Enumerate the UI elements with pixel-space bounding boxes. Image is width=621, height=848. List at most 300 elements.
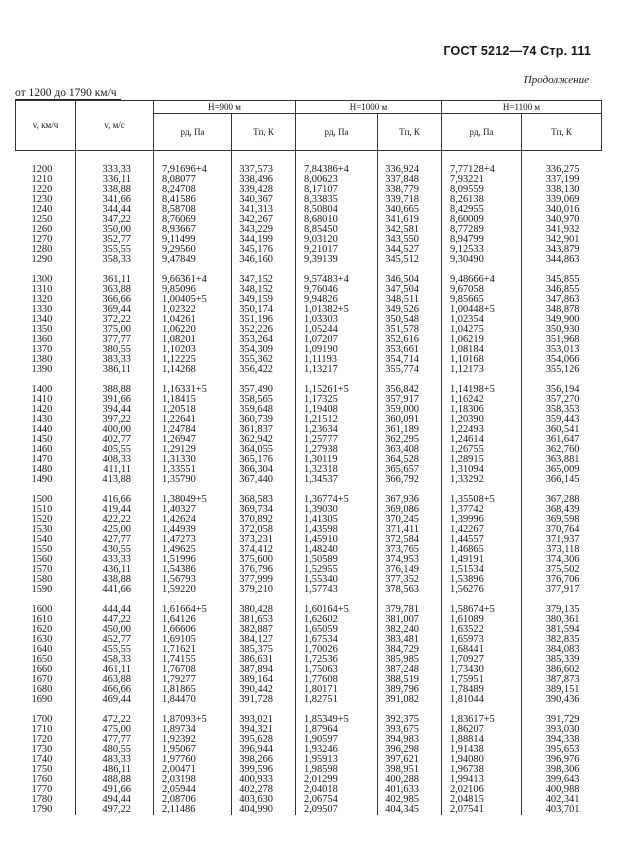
table-row bbox=[16, 565, 602, 575]
table-cell: 1,69105 bbox=[154, 635, 232, 645]
table-cell: 1,65059 bbox=[296, 625, 378, 635]
table-cell: 360,739 bbox=[232, 415, 296, 425]
table-cell: 385,985 bbox=[378, 655, 442, 665]
table-cell: 398,266 bbox=[232, 755, 296, 765]
table-cell: 1520 bbox=[31, 515, 53, 525]
table-cell: 377,352 bbox=[378, 575, 442, 585]
table-cell: 349,526 bbox=[378, 305, 442, 315]
table-cell: 1,22641 bbox=[154, 415, 232, 425]
table-cell: 2,04018 bbox=[296, 785, 378, 795]
table-cell: 1,24614 bbox=[442, 435, 522, 445]
group-spacer bbox=[16, 151, 602, 166]
table-cell: 1,28915 bbox=[442, 455, 522, 465]
table-cell: 379,210 bbox=[232, 585, 296, 595]
table-cell: 380,361 bbox=[522, 615, 602, 625]
table-cell: 361,11 bbox=[76, 275, 154, 285]
table-row bbox=[16, 755, 602, 765]
table-cell: 1,02322 bbox=[154, 305, 232, 315]
table-cell: 386,631 bbox=[232, 655, 296, 665]
table-cell: 344,863 bbox=[522, 255, 602, 265]
group-spacer bbox=[16, 485, 602, 495]
table-cell: 370,892 bbox=[232, 515, 296, 525]
table-cell: 1,62602 bbox=[296, 615, 378, 625]
table-row bbox=[16, 385, 602, 395]
table-cell: 1,25777 bbox=[296, 435, 378, 445]
table-cell: 1,26947 bbox=[154, 435, 232, 445]
table-row bbox=[16, 625, 602, 635]
table-cell: 9,03120 bbox=[296, 235, 378, 245]
table-cell: 480,55 bbox=[76, 745, 154, 755]
table-cell: 1750 bbox=[31, 765, 53, 775]
table-cell: 1,68441 bbox=[442, 645, 522, 655]
table-cell: 1,21512 bbox=[296, 415, 378, 425]
table-cell: 1,91438 bbox=[442, 745, 522, 755]
table-cell: 1540 bbox=[31, 535, 53, 545]
table-row bbox=[16, 445, 602, 455]
table-cell: 355,126 bbox=[522, 365, 602, 375]
page-header: ГОСТ 5212—74 Стр. 111 bbox=[443, 44, 591, 58]
table-cell: 400,933 bbox=[232, 775, 296, 785]
table-cell: 385,339 bbox=[522, 655, 602, 665]
table-cell: 1,44557 bbox=[442, 535, 522, 545]
table-cell: 1590 bbox=[31, 585, 53, 595]
table-cell: 349,159 bbox=[232, 295, 296, 305]
table-cell: 1,10168 bbox=[442, 355, 522, 365]
table-cell: 1,42624 bbox=[154, 515, 232, 525]
group-spacer bbox=[16, 375, 602, 385]
table-cell: 7,77128+4 bbox=[442, 165, 522, 175]
table-cell: 340,016 bbox=[522, 205, 602, 215]
table-cell: 1400 bbox=[31, 385, 53, 395]
table-cell: 387,894 bbox=[232, 665, 296, 675]
table-cell: 394,983 bbox=[378, 735, 442, 745]
table-cell: 371,411 bbox=[378, 525, 442, 535]
table-cell: 1670 bbox=[31, 675, 53, 685]
table-cell: 369,598 bbox=[522, 515, 602, 525]
table-cell: 1580 bbox=[31, 575, 53, 585]
table-cell: 1,04261 bbox=[154, 315, 232, 325]
table-cell: 1,31094 bbox=[442, 465, 522, 475]
table-cell: 376,796 bbox=[232, 565, 296, 575]
table-cell: 9,85665 bbox=[442, 295, 522, 305]
table-cell: 403,630 bbox=[232, 795, 296, 805]
table-row bbox=[16, 615, 602, 625]
table-cell: 402,341 bbox=[522, 795, 602, 805]
table-cell: 1220 bbox=[31, 185, 53, 195]
table-row bbox=[16, 195, 602, 205]
table-cell: 343,229 bbox=[232, 225, 296, 235]
table-cell: 1620 bbox=[31, 625, 53, 635]
table-cell: 1,22493 bbox=[442, 425, 522, 435]
table-cell: 357,270 bbox=[522, 395, 602, 405]
table-cell: 1650 bbox=[31, 655, 53, 665]
table-cell: 7,93221 bbox=[442, 175, 522, 185]
table-cell: 394,321 bbox=[232, 725, 296, 735]
table-cell: 494,44 bbox=[76, 795, 154, 805]
table-cell: 1,39030 bbox=[296, 505, 378, 515]
table-cell: 2,03198 bbox=[154, 775, 232, 785]
table-cell: 1490 bbox=[31, 475, 53, 485]
table-cell: 375,00 bbox=[76, 325, 154, 335]
table-cell: 350,00 bbox=[76, 225, 154, 235]
table-cell: 365,176 bbox=[232, 455, 296, 465]
table-cell: 391,728 bbox=[232, 695, 296, 705]
table-cell: 1,06219 bbox=[442, 335, 522, 345]
table-cell: 384,729 bbox=[378, 645, 442, 655]
table-cell: 1,49191 bbox=[442, 555, 522, 565]
table-cell: 341,619 bbox=[378, 215, 442, 225]
table-cell: 1,81044 bbox=[442, 695, 522, 705]
table-row bbox=[16, 465, 602, 475]
table-cell: 337,573 bbox=[232, 165, 296, 175]
col-header-p: pд, Па bbox=[296, 114, 378, 151]
table-cell: 1,72536 bbox=[296, 655, 378, 665]
table-cell: 491,66 bbox=[76, 785, 154, 795]
table-cell: 1550 bbox=[31, 545, 53, 555]
table-cell: 376,149 bbox=[378, 565, 442, 575]
table-cell: 1,10203 bbox=[154, 345, 232, 355]
table-cell: 1310 bbox=[31, 285, 53, 295]
table-cell: 497,22 bbox=[76, 805, 154, 815]
table-cell: 461,11 bbox=[76, 665, 154, 675]
table-cell: 1,87093+5 bbox=[154, 715, 232, 725]
table-row bbox=[16, 325, 602, 335]
table-cell: 364,528 bbox=[378, 455, 442, 465]
table-cell: 430,55 bbox=[76, 545, 154, 555]
table-cell: 374,412 bbox=[232, 545, 296, 555]
table-cell: 1,09190 bbox=[296, 345, 378, 355]
table-cell: 1,18415 bbox=[154, 395, 232, 405]
table-cell: 1,88814 bbox=[442, 735, 522, 745]
table-cell: 347,504 bbox=[378, 285, 442, 295]
table-cell: 1370 bbox=[31, 345, 53, 355]
table-cell: 355,55 bbox=[76, 245, 154, 255]
table-cell: 1,05244 bbox=[296, 325, 378, 335]
table-cell: 383,481 bbox=[378, 635, 442, 645]
table-cell: 469,44 bbox=[76, 695, 154, 705]
table-cell: 1,44939 bbox=[154, 525, 232, 535]
table-cell: 1,12225 bbox=[154, 355, 232, 365]
table-cell: 433,33 bbox=[76, 555, 154, 565]
table-cell: 1630 bbox=[31, 635, 53, 645]
col-header-t: Tп, К bbox=[522, 114, 602, 151]
table-row bbox=[16, 785, 602, 795]
table-cell: 359,443 bbox=[522, 415, 602, 425]
table-cell: 1,82751 bbox=[296, 695, 378, 705]
table-cell: 8,76069 bbox=[154, 215, 232, 225]
table-cell: 344,527 bbox=[378, 245, 442, 255]
table-cell: 2,04815 bbox=[442, 795, 522, 805]
table-cell: 337,199 bbox=[522, 175, 602, 185]
table-cell: 1,56276 bbox=[442, 585, 522, 595]
table-cell: 388,88 bbox=[76, 385, 154, 395]
table-cell: 1,55340 bbox=[296, 575, 378, 585]
table-cell: 1,70026 bbox=[296, 645, 378, 655]
table-cell: 374,306 bbox=[522, 555, 602, 565]
table-cell: 346,504 bbox=[378, 275, 442, 285]
table-cell: 475,00 bbox=[76, 725, 154, 735]
table-cell: 366,145 bbox=[522, 475, 602, 485]
table-cell: 427,77 bbox=[76, 535, 154, 545]
table-cell: 9,76046 bbox=[296, 285, 378, 295]
table-row bbox=[16, 185, 602, 195]
table-cell: 336,924 bbox=[378, 165, 442, 175]
table-row bbox=[16, 455, 602, 465]
table-cell: 368,583 bbox=[232, 495, 296, 505]
table-cell: 1790 bbox=[31, 805, 53, 815]
table-cell: 1,86207 bbox=[442, 725, 522, 735]
table-cell: 1210 bbox=[31, 175, 53, 185]
table-cell: 1,35790 bbox=[154, 475, 232, 485]
table-cell: 369,44 bbox=[76, 305, 154, 315]
table-cell: 343,550 bbox=[378, 235, 442, 245]
table-cell: 385,375 bbox=[232, 645, 296, 655]
table-cell: 1570 bbox=[31, 565, 53, 575]
col-header-alt-900: H=900 м bbox=[154, 101, 296, 114]
table-cell: 361,189 bbox=[378, 425, 442, 435]
table-row bbox=[16, 245, 602, 255]
table-cell: 338,88 bbox=[76, 185, 154, 195]
table-cell: 1480 bbox=[31, 465, 53, 475]
table-row bbox=[16, 535, 602, 545]
table-cell: 1,41305 bbox=[296, 515, 378, 525]
table-row bbox=[16, 255, 602, 265]
table-cell: 391,729 bbox=[522, 715, 602, 725]
table-cell: 346,855 bbox=[522, 285, 602, 295]
table-cell: 9,47849 bbox=[154, 255, 232, 265]
table-cell: 441,66 bbox=[76, 585, 154, 595]
table-cell: 1290 bbox=[31, 255, 53, 265]
table-cell: 1340 bbox=[31, 315, 53, 325]
table-cell: 386,602 bbox=[522, 665, 602, 675]
table-cell: 1460 bbox=[31, 445, 53, 455]
table-row bbox=[16, 415, 602, 425]
table-cell: 400,988 bbox=[522, 785, 602, 795]
table-cell: 1230 bbox=[31, 195, 53, 205]
table-cell: 1,20518 bbox=[154, 405, 232, 415]
table-cell: 9,94826 bbox=[296, 295, 378, 305]
table-cell: 1,08201 bbox=[154, 335, 232, 345]
group-spacer bbox=[16, 265, 602, 275]
table-cell: 8,00623 bbox=[296, 175, 378, 185]
table-row bbox=[16, 285, 602, 295]
table-cell: 1,13217 bbox=[296, 365, 378, 375]
table-cell: 1640 bbox=[31, 645, 53, 655]
table-row bbox=[16, 605, 602, 615]
table-row bbox=[16, 655, 602, 665]
table-cell: 1,93246 bbox=[296, 745, 378, 755]
table-cell: 1,07207 bbox=[296, 335, 378, 345]
table-cell: 411,11 bbox=[76, 465, 154, 475]
table-row bbox=[16, 395, 602, 405]
table-cell: 1,63522 bbox=[442, 625, 522, 635]
table-cell: 395,653 bbox=[522, 745, 602, 755]
table-cell: 9,12533 bbox=[442, 245, 522, 255]
table-cell: 345,512 bbox=[378, 255, 442, 265]
table-row bbox=[16, 315, 602, 325]
col-header-alt-1000: H=1000 м bbox=[296, 101, 442, 114]
table-cell: 347,863 bbox=[522, 295, 602, 305]
table-cell: 1,60164+5 bbox=[296, 605, 378, 615]
table-cell: 356,194 bbox=[522, 385, 602, 395]
table-cell: 353,264 bbox=[232, 335, 296, 345]
table-cell: 8,08077 bbox=[154, 175, 232, 185]
table-cell: 344,199 bbox=[232, 235, 296, 245]
table-cell: 383,33 bbox=[76, 355, 154, 365]
table-cell: 1,08184 bbox=[442, 345, 522, 355]
table-row bbox=[16, 575, 602, 585]
table-cell: 353,013 bbox=[522, 345, 602, 355]
table-cell: 367,936 bbox=[378, 495, 442, 505]
table-row bbox=[16, 205, 602, 215]
table-cell: 391,66 bbox=[76, 395, 154, 405]
table-cell: 466,66 bbox=[76, 685, 154, 695]
table-row bbox=[16, 775, 602, 785]
table-cell: 1,80171 bbox=[296, 685, 378, 695]
table-cell: 365,657 bbox=[378, 465, 442, 475]
table-cell: 1,42267 bbox=[442, 525, 522, 535]
table-row bbox=[16, 585, 602, 595]
table-cell: 1,33292 bbox=[442, 475, 522, 485]
table-cell: 397,621 bbox=[378, 755, 442, 765]
table-cell: 7,84386+4 bbox=[296, 165, 378, 175]
col-header-t: Tп, К bbox=[378, 114, 442, 151]
table-cell: 1,06220 bbox=[154, 325, 232, 335]
table-cell: 347,152 bbox=[232, 275, 296, 285]
table-cell: 1,98598 bbox=[296, 765, 378, 775]
table-cell: 391,082 bbox=[378, 695, 442, 705]
table-cell: 387,248 bbox=[378, 665, 442, 675]
table-cell: 405,55 bbox=[76, 445, 154, 455]
table-row bbox=[16, 735, 602, 745]
table-cell: 1,53896 bbox=[442, 575, 522, 585]
table-cell: 384,127 bbox=[232, 635, 296, 645]
col-header-p: pд, Па bbox=[154, 114, 232, 151]
table-cell: 1,67534 bbox=[296, 635, 378, 645]
table-cell: 395,628 bbox=[232, 735, 296, 745]
table-cell: 362,760 bbox=[522, 445, 602, 455]
table-cell: 8,85450 bbox=[296, 225, 378, 235]
table-row bbox=[16, 435, 602, 445]
table-cell: 8,58708 bbox=[154, 205, 232, 215]
table-cell: 402,985 bbox=[378, 795, 442, 805]
table-cell: 1,48240 bbox=[296, 545, 378, 555]
table-cell: 340,367 bbox=[232, 195, 296, 205]
table-cell: 363,408 bbox=[378, 445, 442, 455]
table-cell: 1360 bbox=[31, 335, 53, 345]
table-cell: 365,009 bbox=[522, 465, 602, 475]
table-cell: 1760 bbox=[31, 775, 53, 785]
table-cell: 1600 bbox=[31, 605, 53, 615]
col-header-p: pд, Па bbox=[442, 114, 522, 151]
table-cell: 1250 bbox=[31, 215, 53, 225]
table-cell: 1,78489 bbox=[442, 685, 522, 695]
table-cell: 341,313 bbox=[232, 205, 296, 215]
col-header-v-kmh: v, км/ч bbox=[16, 101, 76, 151]
table-cell: 388,519 bbox=[378, 675, 442, 685]
table-cell: 350,930 bbox=[522, 325, 602, 335]
table-row bbox=[16, 795, 602, 805]
table-cell: 1,12173 bbox=[442, 365, 522, 375]
table-cell: 401,633 bbox=[378, 785, 442, 795]
table-cell: 8,09559 bbox=[442, 185, 522, 195]
table-cell: 1410 bbox=[31, 395, 53, 405]
table-cell: 363,88 bbox=[76, 285, 154, 295]
table-cell: 1,75063 bbox=[296, 665, 378, 675]
table-cell: 1,94080 bbox=[442, 755, 522, 765]
table-cell: 1660 bbox=[31, 665, 53, 675]
table-cell: 398,306 bbox=[522, 765, 602, 775]
table-row bbox=[16, 525, 602, 535]
table-cell: 1240 bbox=[31, 205, 53, 215]
table-cell: 483,33 bbox=[76, 755, 154, 765]
table-cell: 351,968 bbox=[522, 335, 602, 345]
table-cell: 350,174 bbox=[232, 305, 296, 315]
table-cell: 394,44 bbox=[76, 405, 154, 415]
table-cell: 1,20390 bbox=[442, 415, 522, 425]
group-spacer bbox=[16, 705, 602, 715]
table-cell: 339,428 bbox=[232, 185, 296, 195]
table-cell: 361,647 bbox=[522, 435, 602, 445]
table-cell: 1,58674+5 bbox=[442, 605, 522, 615]
table-cell: 7,91696+4 bbox=[154, 165, 232, 175]
table-row bbox=[16, 335, 602, 345]
table-cell: 361,837 bbox=[232, 425, 296, 435]
table-cell: 1,99413 bbox=[442, 775, 522, 785]
table-cell: 1,84470 bbox=[154, 695, 232, 705]
table-cell: 1560 bbox=[31, 555, 53, 565]
table-cell: 8,60009 bbox=[442, 215, 522, 225]
table-cell: 9,57483+4 bbox=[296, 275, 378, 285]
table-cell: 367,440 bbox=[232, 475, 296, 485]
table-cell: 1,70927 bbox=[442, 655, 522, 665]
table-cell: 342,581 bbox=[378, 225, 442, 235]
table-cell: 404,990 bbox=[232, 805, 296, 815]
table-cell: 1,15261+5 bbox=[296, 385, 378, 395]
table-cell: 1390 bbox=[31, 365, 53, 375]
table-cell: 1,45910 bbox=[296, 535, 378, 545]
table-cell: 1710 bbox=[31, 725, 53, 735]
group-spacer bbox=[16, 595, 602, 605]
table-cell: 344,44 bbox=[76, 205, 154, 215]
table-cell: 1,97760 bbox=[154, 755, 232, 765]
table-cell: 452,77 bbox=[76, 635, 154, 645]
table-cell: 1430 bbox=[31, 415, 53, 425]
table-cell: 358,565 bbox=[232, 395, 296, 405]
table-cell: 1,33551 bbox=[154, 465, 232, 475]
table-cell: 378,563 bbox=[378, 585, 442, 595]
table-cell: 390,436 bbox=[522, 695, 602, 705]
table-cell: 389,164 bbox=[232, 675, 296, 685]
table-cell: 1,32318 bbox=[296, 465, 378, 475]
table-cell: 9,29560 bbox=[154, 245, 232, 255]
table-row bbox=[16, 555, 602, 565]
table-cell: 1,87964 bbox=[296, 725, 378, 735]
table-cell: 389,151 bbox=[522, 685, 602, 695]
table-cell: 1,40327 bbox=[154, 505, 232, 515]
table-cell: 1530 bbox=[31, 525, 53, 535]
table-cell: 348,511 bbox=[378, 295, 442, 305]
table-cell: 358,33 bbox=[76, 255, 154, 265]
table-cell: 373,118 bbox=[522, 545, 602, 555]
table-cell: 381,594 bbox=[522, 625, 602, 635]
table-cell: 376,706 bbox=[522, 575, 602, 585]
table-cell: 444,44 bbox=[76, 605, 154, 615]
table-cell: 1,79277 bbox=[154, 675, 232, 685]
table-cell: 350,548 bbox=[378, 315, 442, 325]
table-cell: 408,33 bbox=[76, 455, 154, 465]
table-cell: 345,855 bbox=[522, 275, 602, 285]
